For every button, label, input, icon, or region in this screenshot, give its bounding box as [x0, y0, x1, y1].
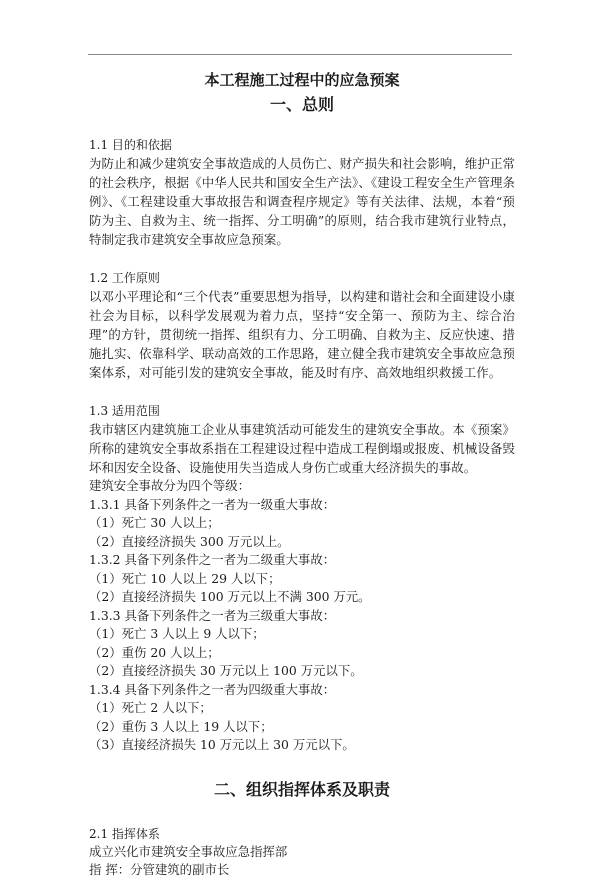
level-line: （1）死亡 3 人以上 9 人以下； — [89, 626, 265, 641]
section-body-purpose: 为防止和减少建筑安全事故造成的人员伤亡、财产损失和社会影响，维护正常的社会秩序，根据《中华人民共和国安全生产法》、《建设工程安全生产管理条例》、《工程建设重大事故报告和调查程序规定》等有关法律、法规，本着“预防为主、自救为主、统一指挥、分工明确”的原则，结合我市建筑行业特点，特制定我市建筑安全事故应急预案。 — [89, 156, 515, 247]
level-line: （2）重伤 3 人以上 19 人以下； — [89, 718, 273, 734]
section-title-principles: 1.2 工作原则 — [89, 271, 160, 285]
level-line: 1.3.3 具备下列条件之一者为三级重大事故： — [89, 607, 336, 623]
level-line: （3）直接经济损失 10 万元以上 30 万元以下。 — [89, 737, 355, 752]
section-title-command-system: 2.1 指挥体系 — [89, 826, 160, 841]
header-rule — [88, 54, 512, 55]
level-line: （2）直接经济损失 300 万元以上。 — [89, 533, 290, 549]
level-line: （1）死亡 10 人以上 29 人以下； — [89, 570, 281, 586]
level-line: 1.3.1 具备下列条件之一者为一级重大事故： — [89, 496, 336, 512]
level-line: 1.3.4 具备下列条件之一者为四级重大事故： — [89, 681, 336, 697]
level-line: （1）死亡 2 人以下； — [89, 700, 212, 715]
document-body — [89, 70, 515, 880]
section-body-scope: 我市辖区内建筑施工企业从事建筑活动可能发生的建筑安全事故。本《预案》所称的建筑安全事故系指在工程建设过程中造成工程倒塌或报废、机械设备毁坏和因安全设备、设施使用失当造成人身伤亡或重大经济损失的事故。 — [89, 422, 515, 475]
command-line: 指 挥：分管建筑的副市长 — [89, 862, 230, 877]
level-line: （1）死亡 30 人以上； — [89, 515, 220, 530]
chapter-heading-organization: 二、组织指挥体系及职责 — [213, 779, 390, 799]
level-line: （2）重伤 20 人以上； — [89, 644, 220, 660]
level-line: （2）直接经济损失 100 万元以上不满 300 万元。 — [89, 589, 371, 604]
section-title-scope: 1.3 适用范围 — [89, 404, 160, 418]
chapter-heading-general: 一、总则 — [269, 95, 334, 114]
document-title: 本工程施工过程中的应急预案 — [204, 71, 400, 89]
section-body-principles: 以邓小平理论和“三个代表”重要思想为指导，以构建和谐社会和全面建设小康社会为目标，以科学发展观为着力点，坚持“安全第一、预防为主、综合治理”的方针，贯彻统一指挥、组织有力、分工明确、自救为主、反应快速、措施扎实、依靠科学、联动高效的工作思路，建立健全我市建筑安全事故应急预案体系，对可能引发的建筑安全事故，能及时有序、高效地组织救援工作。 — [89, 289, 515, 380]
command-line: 成立兴化市建筑安全事故应急指挥部 — [89, 843, 288, 859]
levels-intro: 建筑安全事故分为四个等级： — [89, 478, 251, 493]
section-title-purpose: 1.1 目的和依据 — [89, 138, 172, 152]
level-line: 1.3.2 具备下列条件之一者为二级重大事故： — [89, 552, 336, 567]
level-line: （2）直接经济损失 30 万元以上 100 万元以下。 — [89, 663, 363, 678]
